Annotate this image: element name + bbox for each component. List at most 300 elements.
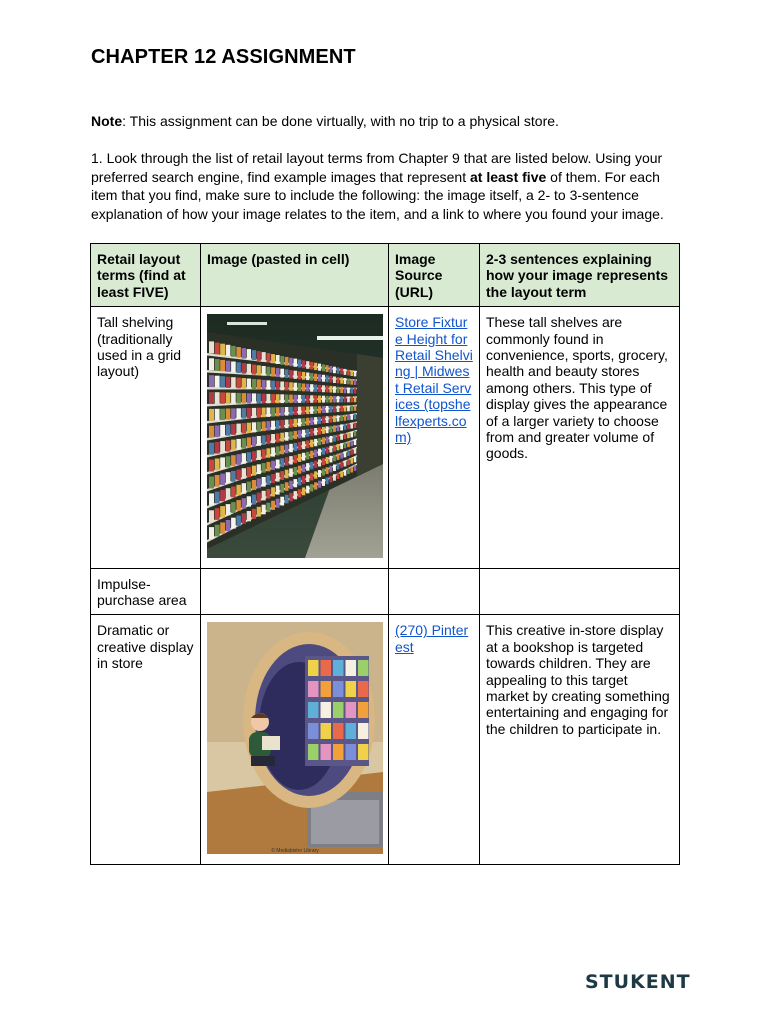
product-item	[354, 423, 357, 429]
product-item	[302, 442, 305, 450]
product-item	[333, 377, 336, 384]
product-item	[329, 386, 332, 393]
product-item	[247, 511, 251, 521]
product-item	[294, 395, 298, 403]
product-item	[322, 396, 325, 403]
product-item	[262, 422, 266, 432]
product-item	[289, 358, 293, 366]
product-item	[271, 394, 275, 403]
product-item	[262, 449, 266, 459]
product-item	[340, 462, 343, 468]
product-item	[344, 470, 347, 476]
source-link[interactable]: Store Fixture Height for Retail Shelving | Midwest Retail Services (topshelfexperts.com)	[395, 314, 473, 446]
product-item	[236, 424, 241, 435]
product-item	[314, 428, 317, 435]
product-item	[209, 392, 214, 404]
product-item	[242, 348, 246, 359]
product-item	[314, 483, 317, 490]
product-item	[276, 394, 280, 403]
product-item	[318, 460, 321, 467]
product-item	[294, 455, 298, 463]
product-item	[257, 380, 261, 390]
product-item	[322, 469, 325, 476]
product-item	[231, 518, 236, 529]
product-item	[347, 388, 350, 394]
product-item	[302, 476, 305, 484]
book-cover	[346, 702, 357, 718]
product-item	[276, 499, 280, 508]
product-item	[231, 409, 236, 420]
product-item	[310, 473, 313, 481]
product-item	[276, 408, 280, 417]
product-item	[347, 370, 350, 376]
product-item	[314, 450, 317, 457]
product-item	[226, 345, 231, 356]
table-row	[91, 568, 680, 615]
product-item	[220, 474, 225, 485]
product-item	[347, 397, 350, 403]
product-item	[271, 421, 275, 430]
book-cover	[321, 723, 332, 739]
product-item	[226, 457, 231, 468]
product-item	[215, 492, 220, 504]
product-item	[236, 409, 241, 420]
product-item	[262, 366, 266, 376]
product-item	[333, 474, 336, 481]
product-item	[266, 462, 270, 471]
product-item	[329, 446, 332, 453]
product-item	[266, 449, 270, 458]
book-cover	[346, 660, 357, 676]
product-item	[257, 436, 261, 446]
product-item	[271, 474, 275, 483]
product-item	[252, 379, 256, 389]
assignment-table	[90, 243, 680, 865]
product-item	[271, 408, 275, 417]
instructions-text-start: 1. Look through the list of retail layout terms from Chapter 9 that are listed below. Using your preferred search engine, find example images that represent	[91, 150, 663, 185]
product-item	[350, 406, 353, 412]
product-item	[257, 465, 261, 475]
explanation-cell: These tall shelves are commonly found in convenience, sports, grocery, health and beauty stores among others. This type of display gives the appearance of a larger variety to choose from and greater volume of goods.	[480, 307, 680, 568]
product-item	[318, 428, 321, 435]
product-item	[220, 523, 225, 534]
product-item	[247, 423, 251, 433]
product-item	[350, 379, 353, 385]
product-item	[276, 473, 280, 482]
product-item	[242, 393, 246, 404]
product-item	[340, 425, 343, 431]
product-item	[252, 365, 256, 375]
book-rows	[308, 660, 369, 760]
product-item	[306, 441, 309, 449]
product-item	[285, 432, 289, 441]
book-cover	[333, 702, 344, 718]
product-item	[209, 477, 214, 489]
product-item	[350, 458, 353, 464]
photo-caption: © Mediabistro Library	[271, 848, 319, 855]
stukent-logo: STUKENT	[585, 971, 691, 993]
header-image: Image (pasted in cell)	[201, 244, 389, 307]
product-item	[215, 409, 220, 421]
product-item	[326, 396, 329, 403]
product-item	[322, 417, 325, 424]
product-item	[262, 505, 266, 515]
product-item	[294, 359, 298, 367]
product-item	[220, 458, 225, 469]
book-cover	[333, 744, 344, 760]
product-item	[242, 423, 246, 434]
product-item	[298, 454, 302, 462]
product-item	[344, 452, 347, 458]
product-item	[276, 486, 280, 495]
product-item	[242, 513, 246, 524]
book-cover	[308, 681, 319, 697]
product-item	[354, 457, 357, 463]
product-item	[318, 481, 321, 488]
explanation-cell: This creative in-store display at a bookshop is targeted towards children. They are appealing to this target market by creating something entertaining and engaging for the children to participate in.	[480, 615, 680, 864]
product-item	[247, 408, 251, 418]
product-item	[247, 364, 251, 374]
product-item	[209, 375, 214, 387]
image-cell	[201, 307, 389, 568]
product-item	[347, 424, 350, 430]
product-item	[333, 426, 336, 433]
header-explanation: 2-3 sentences explaining how your image represents the layout term	[480, 244, 680, 307]
product-item	[350, 467, 353, 473]
product-item	[326, 386, 329, 393]
book-cover	[321, 702, 332, 718]
product-item	[280, 433, 284, 442]
product-item	[306, 407, 309, 415]
product-item	[322, 406, 325, 413]
product-item	[266, 435, 270, 444]
product-item	[302, 453, 305, 461]
product-item	[314, 374, 317, 381]
product-item	[276, 460, 280, 469]
book-cover	[308, 723, 319, 739]
product-item	[314, 461, 317, 468]
product-item	[354, 440, 357, 446]
product-item	[231, 346, 236, 357]
product-item	[347, 379, 350, 385]
product-item	[333, 455, 336, 462]
product-item	[220, 425, 225, 436]
product-item	[231, 502, 236, 513]
product-item	[231, 393, 236, 404]
product-item	[215, 376, 220, 388]
product-item	[298, 419, 302, 427]
product-item	[354, 371, 357, 377]
book-cover	[321, 681, 332, 697]
note-text: : This assignment can be done virtually, with no trip to a physical store.	[122, 113, 559, 129]
product-item	[262, 380, 266, 390]
product-item	[340, 378, 343, 384]
product-item	[302, 418, 305, 426]
note-label: Note	[91, 113, 123, 129]
product-item	[306, 384, 309, 392]
book-display-photo	[207, 622, 383, 854]
product-item	[209, 359, 214, 371]
product-item	[262, 491, 266, 501]
product-item	[226, 377, 231, 388]
product-item	[271, 488, 275, 497]
product-item	[326, 437, 329, 444]
product-item	[337, 396, 340, 402]
product-item	[285, 457, 289, 466]
product-item	[340, 415, 343, 421]
product-item	[252, 451, 256, 461]
product-item	[285, 470, 289, 479]
product-item	[209, 342, 214, 354]
product-item	[257, 493, 261, 503]
product-item	[306, 373, 309, 381]
product-item	[294, 419, 298, 427]
product-item	[350, 441, 353, 447]
product-item	[340, 434, 343, 440]
product-item	[354, 397, 357, 403]
product-item	[337, 406, 340, 412]
product-item	[226, 361, 231, 372]
product-item	[310, 462, 313, 470]
product-item	[215, 359, 220, 371]
product-item	[226, 409, 231, 420]
product-item	[326, 406, 329, 413]
product-item	[266, 394, 270, 403]
product-item	[318, 470, 321, 477]
product-item	[354, 406, 357, 412]
product-item	[262, 394, 266, 404]
product-item	[215, 508, 220, 520]
product-item	[347, 468, 350, 474]
product-item	[226, 520, 231, 531]
product-item	[289, 370, 293, 378]
product-item	[302, 430, 305, 438]
product-item	[257, 479, 261, 489]
product-item	[322, 479, 325, 486]
product-item	[220, 441, 225, 452]
product-item	[318, 417, 321, 424]
product-item	[347, 442, 350, 448]
product-item	[226, 472, 231, 483]
product-item	[329, 416, 332, 423]
product-item	[314, 407, 317, 414]
book-cover	[358, 744, 369, 760]
product-item	[350, 449, 353, 455]
page-title: CHAPTER 12 ASSIGNMENT	[91, 46, 356, 68]
product-item	[294, 467, 298, 475]
product-item	[280, 484, 284, 493]
product-item	[262, 408, 266, 418]
product-item	[231, 487, 236, 498]
product-item	[310, 429, 313, 437]
product-item	[280, 382, 284, 391]
product-item	[285, 395, 289, 404]
product-item	[329, 366, 332, 373]
product-item	[236, 500, 241, 511]
product-item	[285, 407, 289, 416]
source-link[interactable]: (270) Pinterest	[395, 622, 469, 655]
product-item	[314, 472, 317, 479]
product-item	[298, 407, 302, 415]
product-item	[231, 440, 236, 451]
product-item	[280, 471, 284, 480]
product-item	[289, 395, 293, 403]
product-item	[350, 388, 353, 394]
product-item	[344, 415, 347, 421]
book-cover	[346, 681, 357, 697]
product-item	[326, 457, 329, 464]
product-item	[302, 384, 305, 392]
product-item	[226, 425, 231, 436]
source-cell	[389, 568, 480, 615]
product-item	[310, 440, 313, 448]
product-item	[329, 396, 332, 403]
product-item	[318, 438, 321, 445]
product-item	[329, 436, 332, 443]
product-item	[340, 453, 343, 459]
product-item	[252, 350, 256, 360]
product-item	[326, 447, 329, 454]
product-item	[329, 456, 332, 463]
book-cover	[346, 723, 357, 739]
product-item	[314, 417, 317, 424]
product-item	[337, 454, 340, 460]
product-item	[247, 438, 251, 448]
product-item	[280, 356, 284, 365]
product-item	[329, 466, 332, 473]
product-item	[226, 393, 231, 404]
product-item	[209, 426, 214, 438]
product-item	[252, 408, 256, 418]
product-item	[209, 527, 214, 539]
product-item	[266, 476, 270, 485]
product-item	[333, 387, 336, 394]
product-item	[350, 432, 353, 438]
product-item	[310, 451, 313, 459]
product-item	[337, 416, 340, 422]
product-item	[285, 495, 289, 504]
product-item	[247, 467, 251, 477]
product-item	[302, 361, 305, 369]
product-item	[318, 396, 321, 403]
product-item	[226, 488, 231, 499]
instructions-paragraph	[91, 149, 686, 223]
product-item	[329, 476, 332, 483]
product-item	[347, 433, 350, 439]
product-item	[289, 481, 293, 489]
product-item	[271, 448, 275, 457]
product-item	[310, 407, 313, 415]
product-item	[236, 393, 241, 404]
product-item	[285, 483, 289, 492]
product-item	[322, 438, 325, 445]
product-item	[344, 442, 347, 448]
product-item	[280, 459, 284, 468]
product-item	[285, 382, 289, 391]
book-cover	[308, 744, 319, 760]
product-item	[333, 445, 336, 452]
product-item	[236, 470, 241, 481]
product-item	[247, 394, 251, 404]
product-item	[231, 471, 236, 482]
product-item	[326, 478, 329, 485]
product-item	[236, 454, 241, 465]
book-cover	[346, 744, 357, 760]
product-item	[354, 388, 357, 394]
instructions-text-end: of them. For each item that you find, make sure to include the following: the image itself, a 2- to 3-sentence explanation of how your image relates to the item, and a link to where you found your image.	[91, 168, 664, 222]
product-item	[326, 467, 329, 474]
product-item	[326, 365, 329, 372]
product-item	[322, 365, 325, 372]
product-item	[285, 370, 289, 379]
product-item	[340, 471, 343, 477]
product-item	[280, 395, 284, 404]
product-item	[220, 393, 225, 404]
product-item	[294, 383, 298, 391]
product-item	[262, 463, 266, 473]
product-item	[310, 373, 313, 381]
product-item	[289, 383, 293, 391]
product-item	[242, 363, 246, 374]
product-item	[329, 406, 332, 413]
product-item	[294, 407, 298, 415]
product-item	[276, 355, 280, 364]
product-item	[236, 485, 241, 496]
product-item	[289, 444, 293, 452]
product-item	[236, 363, 241, 374]
product-item	[302, 372, 305, 380]
header-terms: Retail layout terms (find at least FIVE)	[91, 244, 201, 307]
product-item	[318, 364, 321, 371]
product-item	[344, 433, 347, 439]
book-cover	[358, 702, 369, 718]
book-cover	[333, 681, 344, 697]
product-item	[333, 406, 336, 413]
product-item	[329, 426, 332, 433]
product-item	[344, 424, 347, 430]
product-item	[326, 376, 329, 383]
product-item	[298, 478, 302, 486]
product-item	[344, 378, 347, 384]
product-item	[252, 466, 256, 476]
product-item	[215, 459, 220, 471]
term-cell: Dramatic or creative display in store	[91, 615, 201, 864]
product-item	[262, 352, 266, 362]
product-item	[257, 450, 261, 460]
book-cover	[358, 660, 369, 676]
product-item	[333, 465, 336, 472]
product-item	[209, 443, 214, 455]
product-item	[236, 347, 241, 358]
product-item	[314, 439, 317, 446]
product-item	[314, 363, 317, 370]
product-item	[298, 442, 302, 450]
product-item	[231, 455, 236, 466]
product-item	[242, 468, 246, 479]
table-row	[91, 615, 680, 864]
product-item	[314, 385, 317, 392]
product-item	[318, 385, 321, 392]
product-item	[298, 383, 302, 391]
product-item	[333, 416, 336, 423]
product-item	[350, 414, 353, 420]
product-item	[298, 360, 302, 368]
product-item	[318, 406, 321, 413]
table-row	[91, 307, 680, 568]
product-item	[247, 379, 251, 389]
product-item	[314, 396, 317, 403]
product-item	[280, 407, 284, 416]
